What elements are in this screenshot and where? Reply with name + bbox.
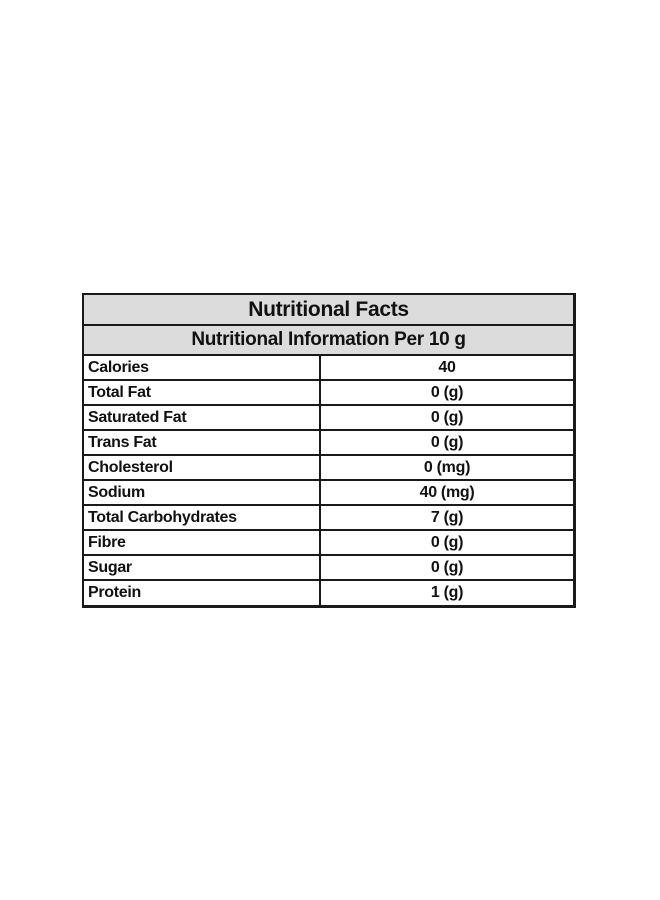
row-label: Sugar [84,556,321,579]
row-value: 40 (mg) [419,483,475,501]
row-value: 0 (g) [430,558,464,576]
row-label: Total Fat [84,381,321,404]
table-subtitle: Nutritional Information Per 10 g [84,326,573,356]
table-title: Nutritional Facts [84,295,573,326]
row-label: Calories [84,356,321,379]
row-label: Cholesterol [84,456,321,479]
table-row [84,381,573,406]
row-value: 0 (g) [430,533,464,551]
row-label: Fibre [84,531,321,554]
row-value: 1 (g) [430,584,464,601]
table-row [84,406,573,431]
row-value: 0 (g) [430,408,464,426]
row-label: Trans Fat [84,431,321,454]
row-value: 40 [438,358,456,376]
table-row [84,556,573,581]
table-row [84,456,573,481]
row-label: Total Carbohydrates [84,506,321,529]
row-value: 0 (g) [430,383,464,401]
table-row [84,356,573,381]
table-row [84,581,573,605]
row-label: Sodium [84,481,321,504]
table-row [84,506,573,531]
row-value: 7 (g) [430,508,464,526]
nutrition-facts-table [82,293,576,608]
row-value: 0 (mg) [423,458,471,476]
row-label: Saturated Fat [84,406,321,429]
row-value: 0 (g) [430,433,464,451]
table-row [84,531,573,556]
table-row [84,481,573,506]
table-row [84,431,573,456]
row-label: Protein [84,581,321,605]
